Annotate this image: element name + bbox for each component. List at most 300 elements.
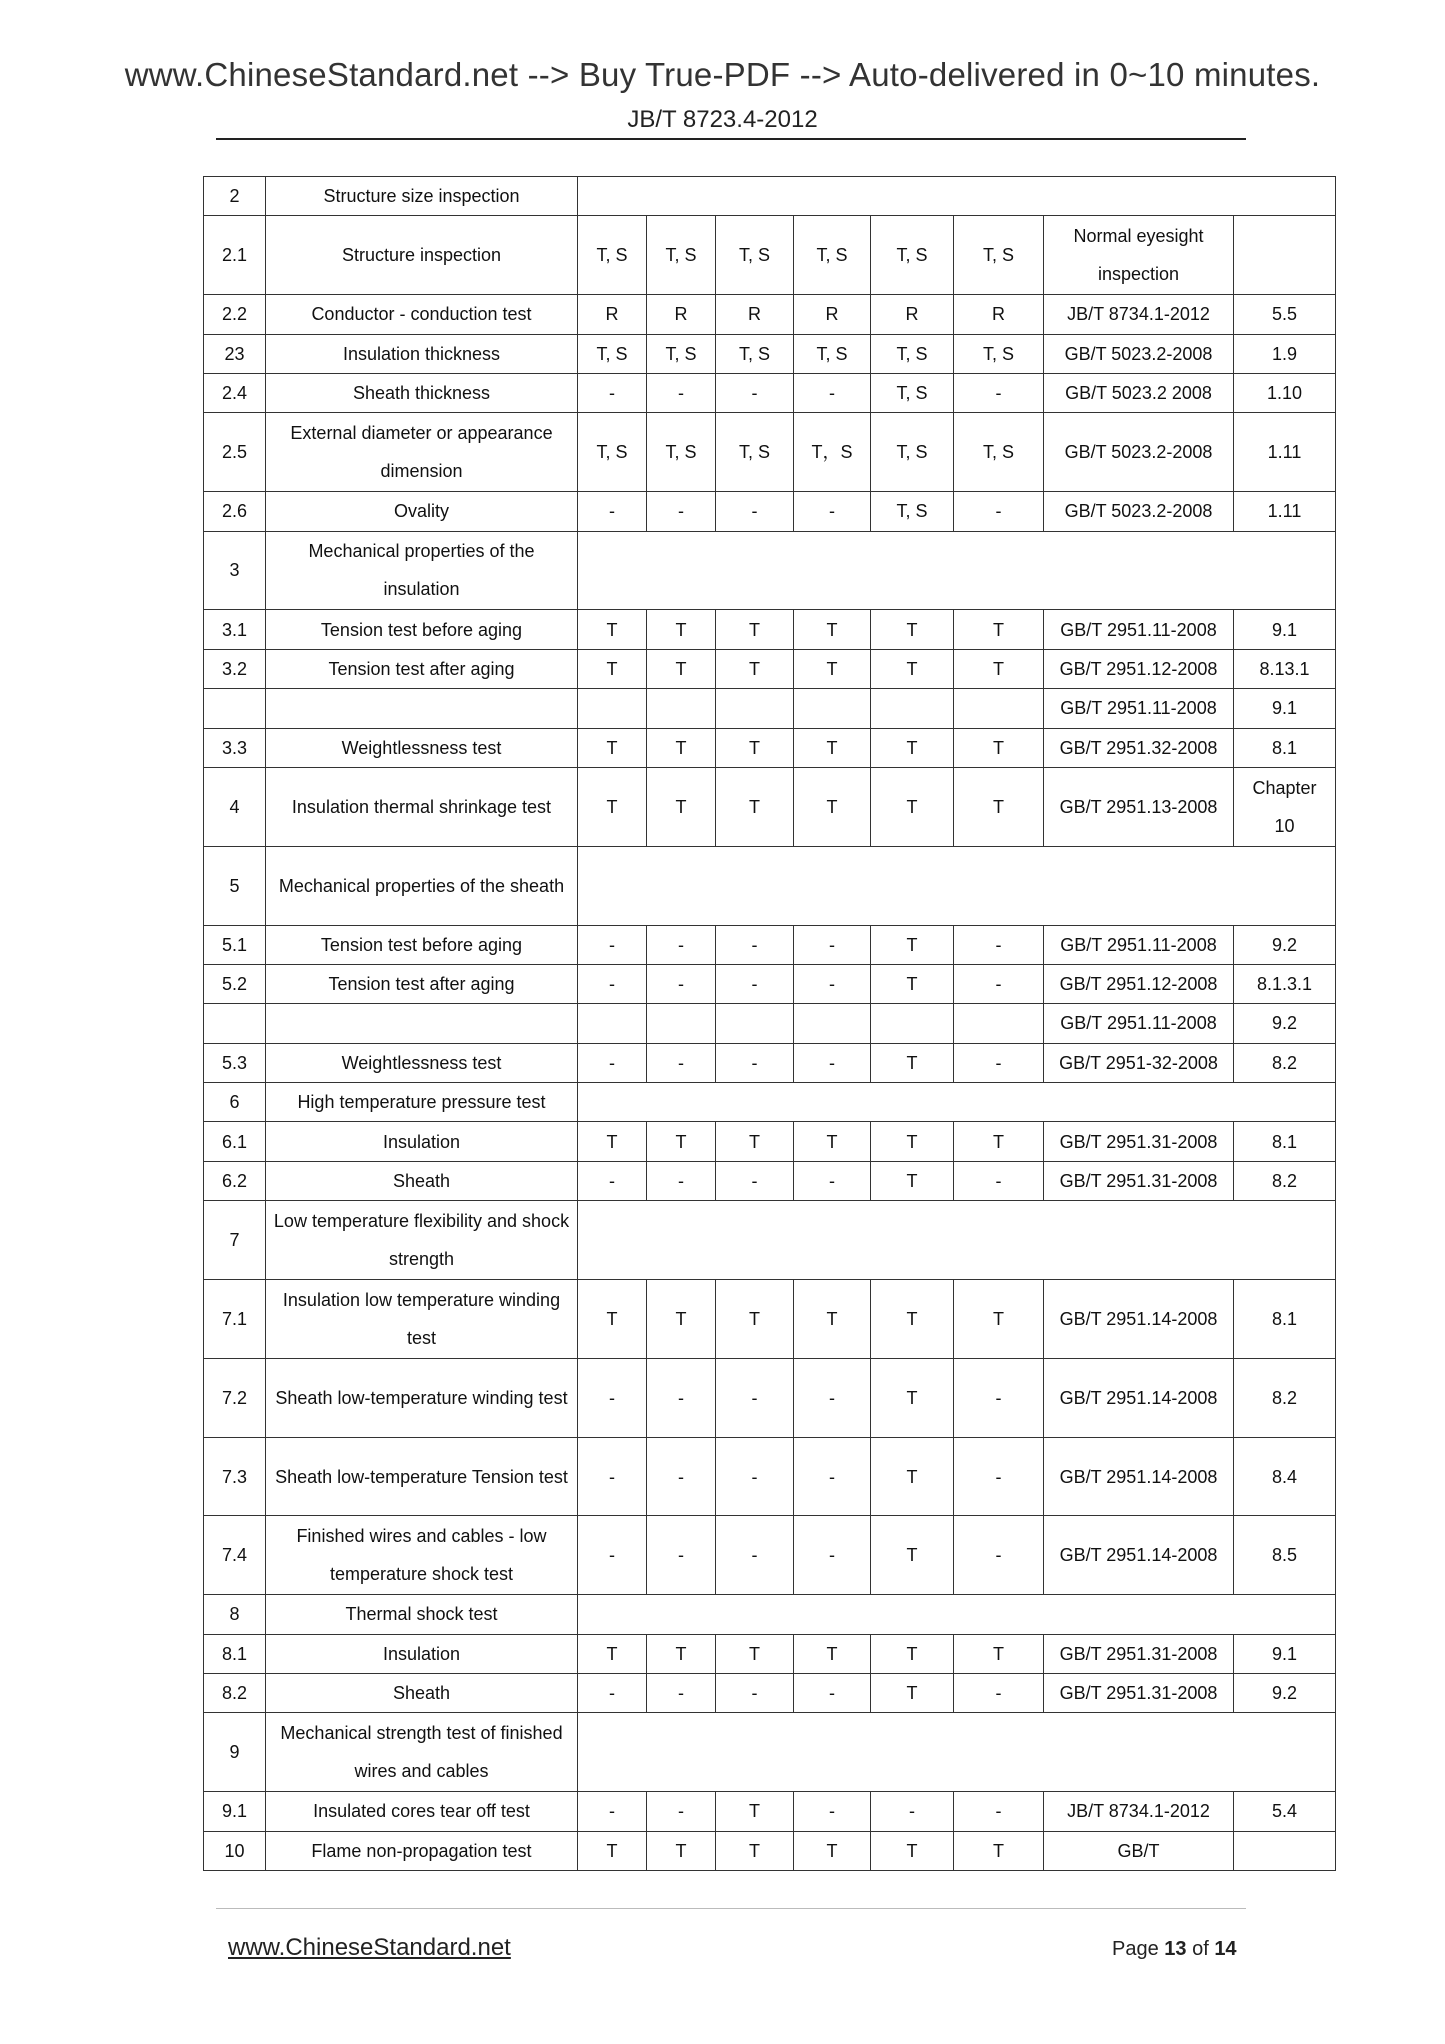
- applicability-cell: -: [794, 1792, 871, 1831]
- table-row: [204, 1122, 1336, 1161]
- test-item-cell: High temperature pressure test: [266, 1083, 578, 1122]
- applicability-cell: -: [647, 373, 716, 412]
- applicability-cell: T, S: [578, 413, 647, 492]
- table-body: [204, 177, 1336, 1871]
- table-row: [204, 1358, 1336, 1437]
- test-item-cell: Sheath: [266, 1161, 578, 1200]
- applicability-cell: T, S: [871, 334, 954, 373]
- applicability-cell: -: [716, 373, 794, 412]
- clause-cell: 8.5: [1234, 1516, 1336, 1595]
- test-item-cell: Tension test before aging: [266, 925, 578, 964]
- applicability-cell: T, S: [794, 216, 871, 295]
- applicability-cell: -: [716, 1516, 794, 1595]
- applicability-cell: T, S: [871, 413, 954, 492]
- applicability-cell: [716, 1004, 794, 1043]
- test-standard-cell: GB/T 2951.12-2008: [1044, 964, 1234, 1003]
- table-row: [204, 1004, 1336, 1043]
- applicability-cell: T, S: [954, 216, 1044, 295]
- test-standard-cell: GB/T 2951.13-2008: [1044, 767, 1234, 846]
- applicability-cell: T: [578, 1634, 647, 1673]
- applicability-cell: -: [794, 1161, 871, 1200]
- footer-site-link[interactable]: www.ChineseStandard.net: [228, 1934, 511, 1961]
- applicability-cell: T，S: [794, 413, 871, 492]
- clause-cell: 1.11: [1234, 492, 1336, 531]
- test-standard-cell: JB/T 8734.1-2012: [1044, 1792, 1234, 1831]
- test-item-cell: Weightlessness test: [266, 1043, 578, 1082]
- test-item-cell: Insulation thermal shrinkage test: [266, 767, 578, 846]
- clause-cell: 8.2: [1234, 1043, 1336, 1082]
- applicability-cell: [578, 1004, 647, 1043]
- test-standard-cell: GB/T 2951.14-2008: [1044, 1437, 1234, 1516]
- clause-cell: 1.10: [1234, 373, 1336, 412]
- table-row: [204, 767, 1336, 846]
- clause-cell: [1234, 216, 1336, 295]
- item-number-cell: 2.2: [204, 295, 266, 334]
- table-row: [204, 1831, 1336, 1870]
- clause-cell: 8.1.3.1: [1234, 964, 1336, 1003]
- clause-cell: 8.1: [1234, 728, 1336, 767]
- table-row: [204, 610, 1336, 649]
- table-row: [204, 334, 1336, 373]
- test-standard-cell: GB/T 2951.11-2008: [1044, 925, 1234, 964]
- section-blank-cell: [578, 1595, 1336, 1634]
- clause-cell: 8.2: [1234, 1161, 1336, 1200]
- test-item-cell: Insulation low temperature winding test: [266, 1280, 578, 1359]
- clause-cell: 9.2: [1234, 1004, 1336, 1043]
- applicability-cell: T: [716, 610, 794, 649]
- table-section-row: [204, 1083, 1336, 1122]
- applicability-cell: -: [954, 1792, 1044, 1831]
- applicability-cell: [954, 1004, 1044, 1043]
- applicability-cell: T: [578, 1831, 647, 1870]
- clause-cell: 9.2: [1234, 1674, 1336, 1713]
- item-number-cell: 8: [204, 1595, 266, 1634]
- header-rule: [216, 138, 1246, 140]
- applicability-cell: T: [871, 767, 954, 846]
- test-item-cell: Structure inspection: [266, 216, 578, 295]
- applicability-cell: -: [954, 1516, 1044, 1595]
- applicability-cell: T: [647, 610, 716, 649]
- applicability-cell: -: [954, 964, 1044, 1003]
- test-standard-cell: GB/T 2951.31-2008: [1044, 1634, 1234, 1673]
- applicability-cell: -: [716, 492, 794, 531]
- clause-cell: 9.1: [1234, 689, 1336, 728]
- applicability-cell: -: [716, 1161, 794, 1200]
- test-standard-cell: GB/T 2951.11-2008: [1044, 1004, 1234, 1043]
- applicability-cell: -: [578, 1358, 647, 1437]
- item-number-cell: 4: [204, 767, 266, 846]
- test-standard-cell: GB/T 2951.31-2008: [1044, 1161, 1234, 1200]
- applicability-cell: T: [794, 1122, 871, 1161]
- item-number-cell: 5.1: [204, 925, 266, 964]
- item-number-cell: 7.3: [204, 1437, 266, 1516]
- section-blank-cell: [578, 1083, 1336, 1122]
- applicability-cell: -: [578, 1437, 647, 1516]
- applicability-cell: -: [578, 1792, 647, 1831]
- table-row: [204, 1043, 1336, 1082]
- test-item-cell: Mechanical strength test of finished wires and cables: [266, 1713, 578, 1792]
- item-number-cell: 7: [204, 1201, 266, 1280]
- applicability-cell: T: [871, 1516, 954, 1595]
- applicability-cell: T: [794, 728, 871, 767]
- applicability-cell: T: [578, 767, 647, 846]
- applicability-cell: [794, 689, 871, 728]
- applicability-cell: T: [647, 649, 716, 688]
- page-number: [1112, 1938, 1237, 1961]
- applicability-cell: -: [794, 1516, 871, 1595]
- item-number-cell: 9: [204, 1713, 266, 1792]
- applicability-cell: T: [871, 1831, 954, 1870]
- table-row: [204, 1674, 1336, 1713]
- applicability-cell: R: [647, 295, 716, 334]
- test-item-cell: [266, 1004, 578, 1043]
- applicability-cell: T: [794, 649, 871, 688]
- applicability-cell: -: [954, 1358, 1044, 1437]
- item-number-cell: 5.2: [204, 964, 266, 1003]
- test-items-table: [203, 176, 1336, 1871]
- applicability-cell: T: [716, 1634, 794, 1673]
- applicability-cell: T: [647, 1831, 716, 1870]
- applicability-cell: -: [647, 1043, 716, 1082]
- test-item-cell: Sheath: [266, 1674, 578, 1713]
- applicability-cell: T: [871, 1358, 954, 1437]
- test-item-cell: Tension test after aging: [266, 964, 578, 1003]
- test-item-cell: Insulation: [266, 1122, 578, 1161]
- applicability-cell: T, S: [716, 413, 794, 492]
- applicability-cell: T, S: [954, 413, 1044, 492]
- clause-cell: 5.5: [1234, 295, 1336, 334]
- test-standard-cell: GB/T 2951.12-2008: [1044, 649, 1234, 688]
- clause-cell: 8.2: [1234, 1358, 1336, 1437]
- applicability-cell: T, S: [716, 334, 794, 373]
- clause-cell: [1234, 1831, 1336, 1870]
- applicability-cell: T: [871, 728, 954, 767]
- table-row: [204, 1280, 1336, 1359]
- test-standard-cell: GB/T 2951.11-2008: [1044, 689, 1234, 728]
- page-current: 13: [1164, 1938, 1187, 1960]
- clause-cell: 5.4: [1234, 1792, 1336, 1831]
- applicability-cell: [647, 1004, 716, 1043]
- applicability-cell: -: [794, 492, 871, 531]
- applicability-cell: [647, 689, 716, 728]
- test-item-cell: Sheath thickness: [266, 373, 578, 412]
- applicability-cell: -: [716, 1674, 794, 1713]
- applicability-cell: -: [954, 492, 1044, 531]
- test-item-cell: Sheath low-temperature winding test: [266, 1358, 578, 1437]
- item-number-cell: 2.5: [204, 413, 266, 492]
- applicability-cell: R: [954, 295, 1044, 334]
- table-row: [204, 1516, 1336, 1595]
- clause-cell: 8.1: [1234, 1122, 1336, 1161]
- test-item-cell: Low temperature flexibility and shock strength: [266, 1201, 578, 1280]
- table-row: [204, 216, 1336, 295]
- test-item-cell: Insulation: [266, 1634, 578, 1673]
- applicability-cell: T: [954, 1280, 1044, 1359]
- test-standard-cell: GB/T 5023.2 2008: [1044, 373, 1234, 412]
- applicability-cell: -: [794, 964, 871, 1003]
- applicability-cell: -: [954, 1161, 1044, 1200]
- applicability-cell: R: [716, 295, 794, 334]
- applicability-cell: T: [647, 767, 716, 846]
- page-total: 14: [1214, 1938, 1237, 1960]
- item-number-cell: 10: [204, 1831, 266, 1870]
- test-standard-cell: GB/T: [1044, 1831, 1234, 1870]
- page-banner: www.ChineseStandard.net --> Buy True-PDF --> Auto-delivered in 0~10 minutes.: [124, 56, 1321, 93]
- applicability-cell: -: [647, 1437, 716, 1516]
- applicability-cell: T, S: [647, 413, 716, 492]
- table-row: [204, 492, 1336, 531]
- applicability-cell: T: [578, 1280, 647, 1359]
- item-number-cell: 6: [204, 1083, 266, 1122]
- applicability-cell: -: [647, 925, 716, 964]
- applicability-cell: T: [794, 767, 871, 846]
- test-standard-cell: Normal eyesight inspection: [1044, 216, 1234, 295]
- applicability-cell: T: [794, 1831, 871, 1870]
- applicability-cell: T: [716, 1831, 794, 1870]
- section-blank-cell: [578, 531, 1336, 610]
- item-number-cell: 2.1: [204, 216, 266, 295]
- table-row: [204, 964, 1336, 1003]
- applicability-cell: T, S: [578, 334, 647, 373]
- applicability-cell: T, S: [794, 334, 871, 373]
- applicability-cell: T: [578, 610, 647, 649]
- test-item-cell: Finished wires and cables - low temperature shock test: [266, 1516, 578, 1595]
- applicability-cell: -: [578, 1674, 647, 1713]
- applicability-cell: T, S: [871, 216, 954, 295]
- applicability-cell: -: [954, 1437, 1044, 1516]
- test-item-cell: Structure size inspection: [266, 177, 578, 216]
- applicability-cell: -: [794, 1043, 871, 1082]
- table-row: [204, 1437, 1336, 1516]
- table-section-row: [204, 1595, 1336, 1634]
- applicability-cell: -: [578, 964, 647, 1003]
- applicability-cell: -: [954, 1674, 1044, 1713]
- test-item-cell: Conductor - conduction test: [266, 295, 578, 334]
- applicability-cell: T: [647, 1634, 716, 1673]
- table-row: [204, 1792, 1336, 1831]
- footer-rule: [216, 1908, 1246, 1909]
- applicability-cell: T: [578, 1122, 647, 1161]
- clause-cell: 8.1: [1234, 1280, 1336, 1359]
- test-item-cell: Insulation thickness: [266, 334, 578, 373]
- item-number-cell: 3.3: [204, 728, 266, 767]
- applicability-cell: T: [794, 610, 871, 649]
- applicability-cell: -: [954, 925, 1044, 964]
- item-number-cell: 8.1: [204, 1634, 266, 1673]
- section-blank-cell: [578, 846, 1336, 925]
- test-standard-cell: GB/T 2951.14-2008: [1044, 1516, 1234, 1595]
- item-number-cell: 7.2: [204, 1358, 266, 1437]
- item-number-cell: 2.6: [204, 492, 266, 531]
- clause-cell: 1.9: [1234, 334, 1336, 373]
- test-standard-cell: GB/T 5023.2-2008: [1044, 492, 1234, 531]
- applicability-cell: T: [716, 767, 794, 846]
- applicability-cell: T: [578, 649, 647, 688]
- test-standard-cell: GB/T 2951.11-2008: [1044, 610, 1234, 649]
- applicability-cell: T: [647, 1122, 716, 1161]
- applicability-cell: -: [647, 492, 716, 531]
- test-item-cell: Tension test before aging: [266, 610, 578, 649]
- clause-cell: 9.1: [1234, 610, 1336, 649]
- applicability-cell: T: [716, 728, 794, 767]
- table-row: [204, 728, 1336, 767]
- applicability-cell: -: [794, 925, 871, 964]
- test-standard-cell: GB/T 2951.31-2008: [1044, 1122, 1234, 1161]
- test-standard-cell: GB/T 5023.2-2008: [1044, 413, 1234, 492]
- test-item-cell: External diameter or appearance dimension: [266, 413, 578, 492]
- item-number-cell: 7.4: [204, 1516, 266, 1595]
- applicability-cell: T: [716, 1122, 794, 1161]
- applicability-cell: [871, 689, 954, 728]
- applicability-cell: -: [794, 1437, 871, 1516]
- item-number-cell: 7.1: [204, 1280, 266, 1359]
- table-section-row: [204, 1713, 1336, 1792]
- applicability-cell: T: [871, 1043, 954, 1082]
- test-item-cell: Insulated cores tear off test: [266, 1792, 578, 1831]
- item-number-cell: 5: [204, 846, 266, 925]
- applicability-cell: -: [716, 925, 794, 964]
- item-number-cell: [204, 689, 266, 728]
- test-item-cell: Ovality: [266, 492, 578, 531]
- applicability-cell: T: [578, 728, 647, 767]
- item-number-cell: [204, 1004, 266, 1043]
- applicability-cell: T, S: [871, 492, 954, 531]
- table-row: [204, 1161, 1336, 1200]
- applicability-cell: [578, 689, 647, 728]
- clause-cell: Chapter 10: [1234, 767, 1336, 846]
- applicability-cell: T: [716, 1280, 794, 1359]
- applicability-cell: -: [647, 1516, 716, 1595]
- applicability-cell: -: [794, 1358, 871, 1437]
- applicability-cell: -: [578, 373, 647, 412]
- applicability-cell: -: [647, 1792, 716, 1831]
- test-item-cell: Mechanical properties of the insulation: [266, 531, 578, 610]
- test-standard-cell: JB/T 8734.1-2012: [1044, 295, 1234, 334]
- item-number-cell: 6.2: [204, 1161, 266, 1200]
- applicability-cell: T: [954, 767, 1044, 846]
- item-number-cell: 5.3: [204, 1043, 266, 1082]
- table-row: [204, 689, 1336, 728]
- applicability-cell: -: [647, 964, 716, 1003]
- applicability-cell: R: [794, 295, 871, 334]
- applicability-cell: T: [954, 610, 1044, 649]
- applicability-cell: T: [954, 1634, 1044, 1673]
- applicability-cell: -: [647, 1358, 716, 1437]
- applicability-cell: T: [871, 1122, 954, 1161]
- applicability-cell: T: [954, 1831, 1044, 1870]
- clause-cell: 9.1: [1234, 1634, 1336, 1673]
- applicability-cell: -: [794, 1674, 871, 1713]
- applicability-cell: -: [578, 925, 647, 964]
- applicability-cell: T: [871, 925, 954, 964]
- applicability-cell: [716, 689, 794, 728]
- applicability-cell: T, S: [578, 216, 647, 295]
- applicability-cell: T: [716, 1792, 794, 1831]
- clause-cell: 9.2: [1234, 925, 1336, 964]
- test-standard-cell: GB/T 5023.2-2008: [1044, 334, 1234, 373]
- applicability-cell: -: [716, 1358, 794, 1437]
- applicability-cell: -: [647, 1674, 716, 1713]
- applicability-cell: T: [871, 610, 954, 649]
- applicability-cell: -: [871, 1792, 954, 1831]
- table-row: [204, 373, 1336, 412]
- applicability-cell: T: [716, 649, 794, 688]
- test-item-cell: [266, 689, 578, 728]
- applicability-cell: T: [871, 649, 954, 688]
- item-number-cell: 3: [204, 531, 266, 610]
- test-item-cell: Mechanical properties of the sheath: [266, 846, 578, 925]
- applicability-cell: [794, 1004, 871, 1043]
- table-section-row: [204, 1201, 1336, 1280]
- applicability-cell: T: [954, 1122, 1044, 1161]
- applicability-cell: -: [716, 1437, 794, 1516]
- item-number-cell: 8.2: [204, 1674, 266, 1713]
- section-blank-cell: [578, 1713, 1336, 1792]
- table-row: [204, 649, 1336, 688]
- test-item-cell: Tension test after aging: [266, 649, 578, 688]
- section-blank-cell: [578, 1201, 1336, 1280]
- clause-cell: 8.13.1: [1234, 649, 1336, 688]
- applicability-cell: T: [647, 728, 716, 767]
- applicability-cell: [871, 1004, 954, 1043]
- item-number-cell: 6.1: [204, 1122, 266, 1161]
- applicability-cell: [954, 689, 1044, 728]
- applicability-cell: T, S: [871, 373, 954, 412]
- clause-cell: 1.11: [1234, 413, 1336, 492]
- applicability-cell: T: [871, 1437, 954, 1516]
- item-number-cell: 9.1: [204, 1792, 266, 1831]
- page-prefix: Page: [1112, 1938, 1165, 1960]
- item-number-cell: 3.1: [204, 610, 266, 649]
- table-section-row: [204, 846, 1336, 925]
- table-section-row: [204, 177, 1336, 216]
- applicability-cell: -: [954, 373, 1044, 412]
- applicability-cell: -: [647, 1161, 716, 1200]
- table-row: [204, 295, 1336, 334]
- applicability-cell: -: [954, 1043, 1044, 1082]
- applicability-cell: T: [794, 1280, 871, 1359]
- applicability-cell: R: [578, 295, 647, 334]
- applicability-cell: R: [871, 295, 954, 334]
- table-row: [204, 1634, 1336, 1673]
- applicability-cell: T: [794, 1634, 871, 1673]
- table-row: [204, 925, 1336, 964]
- test-standard-cell: GB/T 2951.14-2008: [1044, 1358, 1234, 1437]
- applicability-cell: T: [954, 649, 1044, 688]
- test-standard-cell: GB/T 2951.32-2008: [1044, 728, 1234, 767]
- table-row: [204, 413, 1336, 492]
- applicability-cell: T: [871, 964, 954, 1003]
- applicability-cell: -: [578, 1516, 647, 1595]
- applicability-cell: -: [716, 1043, 794, 1082]
- applicability-cell: T: [871, 1161, 954, 1200]
- document-id: JB/T 8723.4-2012: [627, 106, 818, 133]
- item-number-cell: 3.2: [204, 649, 266, 688]
- section-blank-cell: [578, 177, 1336, 216]
- clause-cell: 8.4: [1234, 1437, 1336, 1516]
- test-standard-cell: GB/T 2951-32-2008: [1044, 1043, 1234, 1082]
- applicability-cell: T, S: [716, 216, 794, 295]
- applicability-cell: -: [794, 373, 871, 412]
- item-number-cell: 2: [204, 177, 266, 216]
- test-item-cell: Sheath low-temperature Tension test: [266, 1437, 578, 1516]
- item-number-cell: 2.4: [204, 373, 266, 412]
- test-item-cell: Thermal shock test: [266, 1595, 578, 1634]
- applicability-cell: T: [954, 728, 1044, 767]
- applicability-cell: -: [716, 964, 794, 1003]
- applicability-cell: -: [578, 1043, 647, 1082]
- test-item-cell: Flame non-propagation test: [266, 1831, 578, 1870]
